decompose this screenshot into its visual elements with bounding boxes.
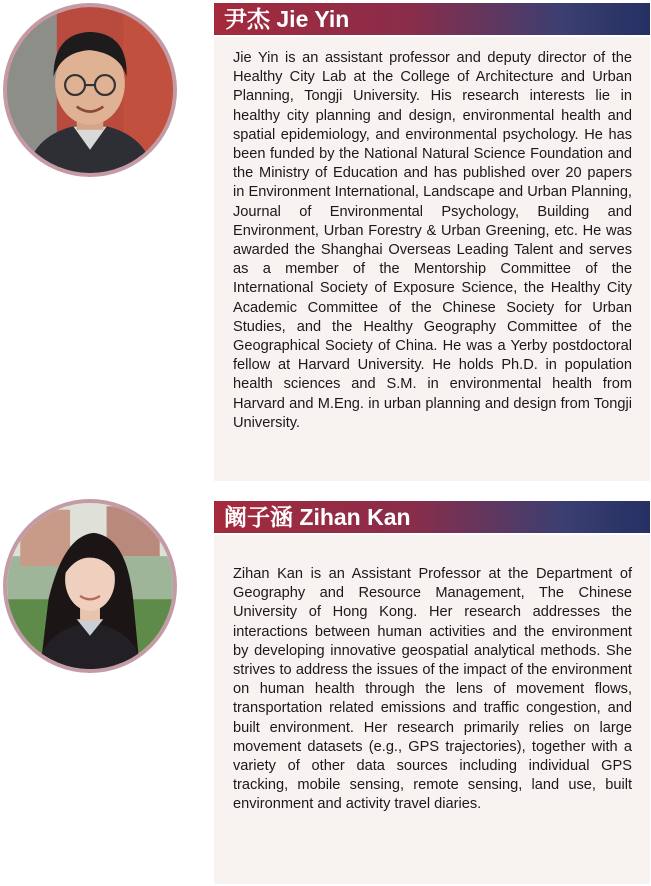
profile-photo-zihan-kan <box>3 499 177 673</box>
profile-bio-box-jie-yin <box>214 37 650 481</box>
profile-photo-jie-yin <box>3 3 177 177</box>
profile-name-zihan-kan: 阚子涵 Zihan Kan <box>214 501 650 533</box>
profile-bio-box-zihan-kan <box>214 535 650 884</box>
profile-bio-zihan-kan: Zihan Kan is an Assistant Professor at the Department of Geography and Resource Management, The Chinese University of Hong Kong. Her research addresses the interactions between human activities and the environment by developing innovative geospatial analytical methods. She strives to address the issues of the impact of the environment on human health through the lens of movement flows, transportation related emissions and traffic congestion, and built environment. Her research primarily relies on large movement datasets (e.g., GPS trajectories), together with a variety of other data sources including individual GPS tracking, mobile sensing, remote sensing, land use, built environment and activity travel diaries. <box>233 566 632 813</box>
profile-name-jie-yin: 尹杰 Jie Yin <box>214 3 650 35</box>
profile-bio-jie-yin: Jie Yin is an assistant professor and deputy director of the Healthy City Lab at the College of Architecture and Urban Planning, Tongji University. His research interests lie in healthy city planning and design, environmental health and spatial epidemiology, and environmental psychology. He has been funded by the National Natural Science Foundation and the Ministry of Education and has published over 20 papers in Environment International, Landscape and Urban Planning, Journal of Environmental Psychology, Building and Environment, Urban Forestry & Urban Greening, etc. He was awarded the Shanghai Overseas Leading Talent and serves as a member of the Mentorship Committee of the International Society of Exposure Science, the Healthy City Academic Committee of the Chinese Society for Urban Studies, and the Healthy Geography Committee of the Geographical Society of China. He was a Yerby postdoctoral fellow at Harvard University. He holds Ph.D. in population health sciences and S.M. in environmental health from Harvard and M.Eng. in urban planning and design from Tongji University. <box>233 50 632 431</box>
